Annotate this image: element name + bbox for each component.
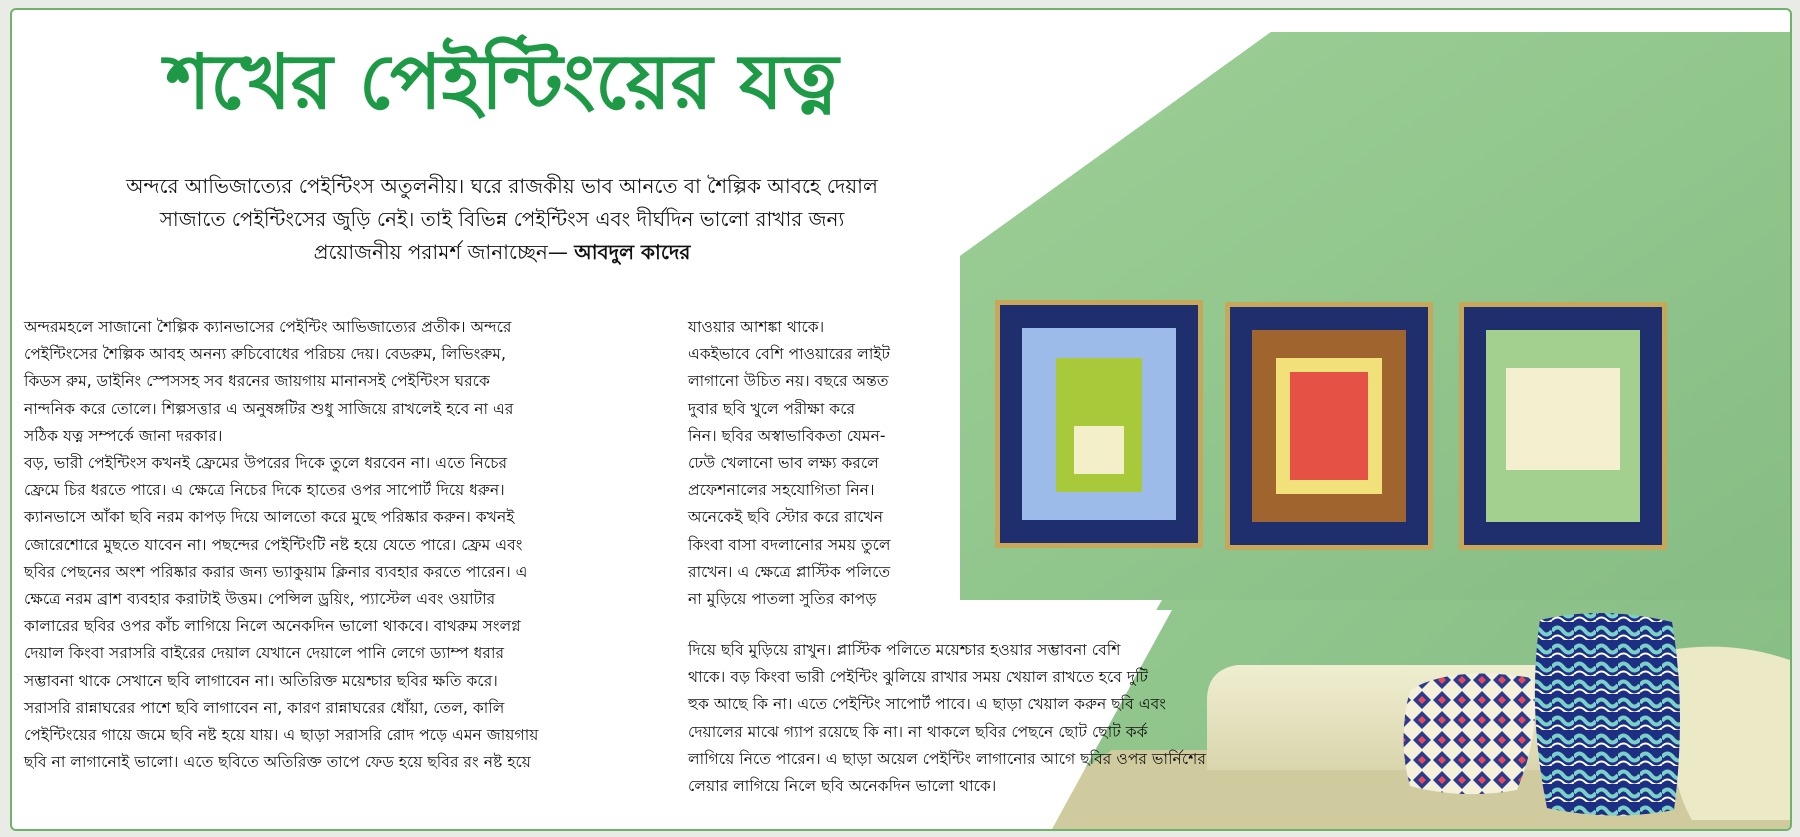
body-line: লাগিয়ে নিতে পারেন। এ ছাড়া অয়েল পেইন্টিং লাগানোর আগে ছবির ওপর ভার্নিশের xyxy=(688,749,1206,768)
newspaper-page xyxy=(10,8,1792,831)
body-line: হুক আছে কি না। এতে পেইন্টিং সাপোর্ট পাবে। এ ছাড়া খেয়াল করুন ছবি এবং xyxy=(688,695,1167,714)
body-line: নান্দনিক করে তোলে। শিল্পসত্তার এ অনুষঙ্গটির শুধু সাজিয়ে রাখলেই হবে না এর xyxy=(24,399,514,418)
body-line: অন্দরমহলে সাজানো শৈল্পিক ক্যানভাসের পেইন্টিং আভিজাত্যের প্রতীক। অন্দরে xyxy=(24,318,512,336)
pillow-wave xyxy=(1535,613,1680,816)
body-line: পেইন্টিংয়ের গায়ে জমে ছবি নষ্ট হয়ে যায়। এ ছাড়া সরাসরি রোদ পড়ে এমন জায়গায় xyxy=(24,726,539,745)
painting-middle xyxy=(1225,302,1433,550)
body-column-2 xyxy=(688,314,970,613)
body-line: কিডস রুম, ডাইনিং স্পেসসহ সব ধরনের জায়গায় মানানসই পেইন্টিংস ঘরকে xyxy=(24,372,490,391)
body-line: দুবার ছবি খুলে পরীক্ষা করে xyxy=(688,399,856,418)
body-line: প্রফেশনালের সহযোগিতা নিন। xyxy=(688,481,875,500)
body-line: দিয়ে ছবি মুড়িয়ে রাখুন। প্লাস্টিক পলিতে ময়েশ্চার হওয়ার সম্ভাবনা বেশি xyxy=(688,641,1121,659)
body-line: নিন। ছবির অস্বাভাবিকতা যেমন- xyxy=(688,426,886,445)
body-line: লেয়ার লাগিয়ে নিলে ছবি অনেকদিন ভালো থাকে। xyxy=(688,777,997,796)
body-line: বড়, ভারী পেইন্টিংস কখনই ফ্রেমের উপরের দিকে তুলে ধরবেন না। এতে নিচের xyxy=(24,454,508,473)
body-line: ফ্রেমে চির ধরতে পারে। এ ক্ষেত্রে নিচের দিকে হাতের ওপর সাপোর্ট দিয়ে ধরুন। xyxy=(24,481,505,500)
body-line: ক্ষেত্রে নরম ব্রাশ ব্যবহার করাটাই উত্তম। পেন্সিল ড্রয়িং, প্যাস্টেল এবং ওয়াটার xyxy=(24,590,496,609)
body-line: দেয়াল কিংবা সরাসরি বাইরের দেয়াল যেখানে দেয়ালে পানি লেগে ড্যাম্প ধরার xyxy=(24,644,505,663)
body-line: কিংবা বাসা বদলানোর সময় তুলে xyxy=(688,535,891,554)
body-line: যাওয়ার আশঙ্কা থাকে। xyxy=(688,318,825,336)
body-column-3 xyxy=(688,637,1328,800)
body-line: লাগানো উচিত নয়। বছরে অন্তত xyxy=(688,372,889,391)
painting-left xyxy=(995,300,1203,548)
body-line: কালারের ছবির ওপর কাঁচ লাগিয়ে নিলে অনেকদিন ভালো থাকবে। বাথরুম সংলগ্ন xyxy=(24,617,521,636)
body-line: অনেকেই ছবি স্টোর করে রাখেন xyxy=(688,508,884,527)
intro-prefix: প্রয়োজনীয় পরামর্শ জানাচ্ছেন— xyxy=(313,240,568,264)
body-line: পেইন্টিংসের শৈল্পিক আবহ অনন্য রুচিবোধের পরিচয় দেয়। বেডরুম, লিভিংরুম, xyxy=(24,345,506,364)
body-line: ক্যানভাসে আঁকা ছবি নরম কাপড় দিয়ে আলতো করে মুছে পরিষ্কার করুন। কখনই xyxy=(24,508,515,527)
intro-text xyxy=(52,170,952,269)
intro-line: অন্দরে আভিজাত্যের পেইন্টিংস অতুলনীয়। ঘরে রাজকীয় ভাব আনতে বা শৈল্পিক আবহে দেয়াল xyxy=(126,174,878,198)
headline: শখের পেইন্টিংয়ের যত্ন xyxy=(165,37,839,126)
body-line: না মুড়িয়ে পাতলা সুতির কাপড় xyxy=(688,590,877,609)
body-line: সঠিক যত্ন সম্পর্কে জানা দরকার। xyxy=(24,426,223,445)
intro-line: সাজাতে পেইন্টিংসের জুড়ি নেই। তাই বিভিন্ন পেইন্টিংস এবং দীর্ঘদিন ভালো রাখার জন্য xyxy=(159,207,845,231)
intro-line-last xyxy=(52,236,952,269)
body-line: সম্ভাবনা থাকে সেখানে ছবি লাগাবেন না। অতিরিক্ত ময়েশ্চার ছবির ক্ষতি করে। xyxy=(24,671,498,690)
body-line: ঢেউ খেলানো ভাব লক্ষ্য করলে xyxy=(688,454,879,473)
author-byline: আবদুল কাদের xyxy=(574,240,691,264)
pillow-diamond xyxy=(1404,674,1535,795)
body-line: ছবির পেছনের অংশ পরিষ্কার করার জন্য ভ্যাকুয়াম ক্লিনার ব্যবহার করতে পারেন। এ xyxy=(24,562,528,581)
painting-right xyxy=(1459,302,1667,550)
body-line: সরাসরি রান্নাঘরের পাশে ছবি লাগাবেন না, কারণ রান্নাঘরের ধোঁয়া, তেল, কালি xyxy=(24,698,505,717)
body-line: দেয়ালের মাঝে গ্যাপ রয়েছে কি না। না থাকলে ছবির পেছনে ছোট ছোট কর্ক xyxy=(688,722,1148,741)
body-line: ছবি না লাগানোই ভালো। এতে ছবিতে অতিরিক্ত তাপে ফেড হয়ে ছবির রং নষ্ট হয়ে xyxy=(24,753,531,772)
body-line: থাকে। বড় কিংবা ভারী পেইন্টিং ঝুলিয়ে রাখার সময় খেয়াল রাখতে হবে দুটি xyxy=(688,668,1149,687)
body-column-1 xyxy=(24,314,689,776)
body-line: জোরেশোরে মুছতে যাবেন না। পছন্দের পেইন্টিংটি নষ্ট হয়ে যেতে পারে। ফ্রেম এবং xyxy=(24,535,523,554)
body-line: রাখেন। এ ক্ষেত্রে প্লাস্টিক পলিতে xyxy=(688,562,891,581)
body-line: একইভাবে বেশি পাওয়ারের লাইট xyxy=(688,345,890,364)
